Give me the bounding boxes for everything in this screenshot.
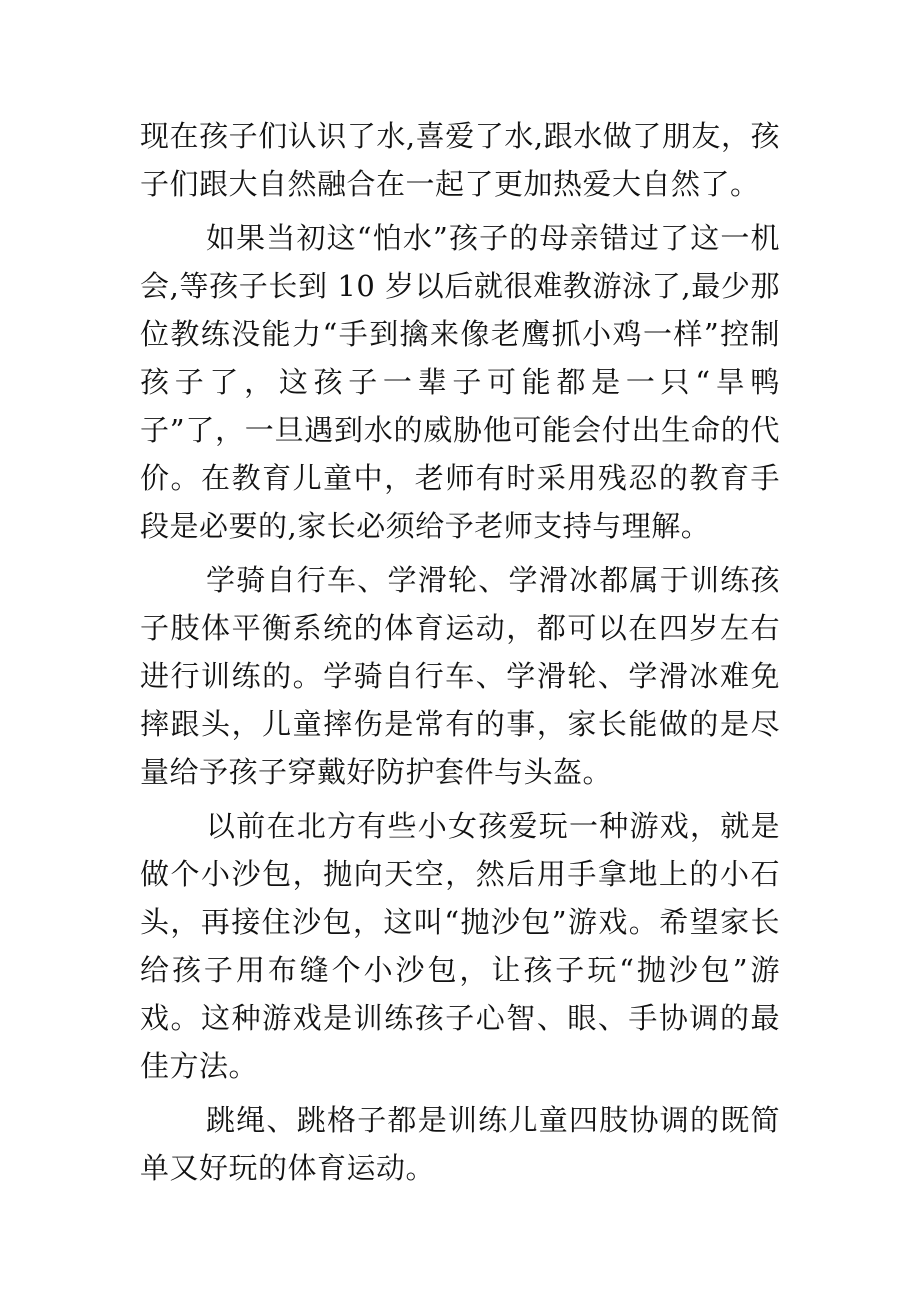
paragraph-4: 以前在北方有些小女孩爱玩一种游戏，就是做个小沙包，抛向天空，然后用手拿地上的小石头，再接住沙包，这叫“抛沙包”游戏。希望家长给孩子用布缝个小沙包，让孩子玩“抛沙包”游戏。这种游戏是训练孩子心智、眼、手协调的最佳方法。 [140,809,780,1083]
paragraph-5: 跳绳、跳格子都是训练儿童四肢协调的既简单又好玩的体育运动。 [140,1103,780,1185]
document-body [140,112,780,1198]
paragraph-2: 如果当初这“怕水”孩子的母亲错过了这一机会,等孩子长到 10 岁以后就很难教游泳了,最少那位教练没能力“手到擒来像老鹰抓小鸡一样”控制孩子了，这孩子一辈子可能都是一只“旱鸭子”了，一旦遇到水的威胁他可能会付出生命的代价。在教育儿童中，老师有时采用残忍的教育手段是必要的,家长必须给予老师支持与理解。 [140,221,780,543]
paragraph-1: 现在孩子们认识了水,喜爱了水,跟水做了朋友，孩子们跟大自然融合在一起了更加热爱大自然了。 [140,119,780,201]
paragraph-3: 学骑自行车、学滑轮、学滑冰都属于训练孩子肢体平衡系统的体育运动，都可以在四岁左右进行训练的。学骑自行车、学滑轮、学滑冰难免摔跟头，儿童摔伤是常有的事，家长能做的是尽量给予孩子穿戴好防护套件与头盔。 [140,563,780,789]
